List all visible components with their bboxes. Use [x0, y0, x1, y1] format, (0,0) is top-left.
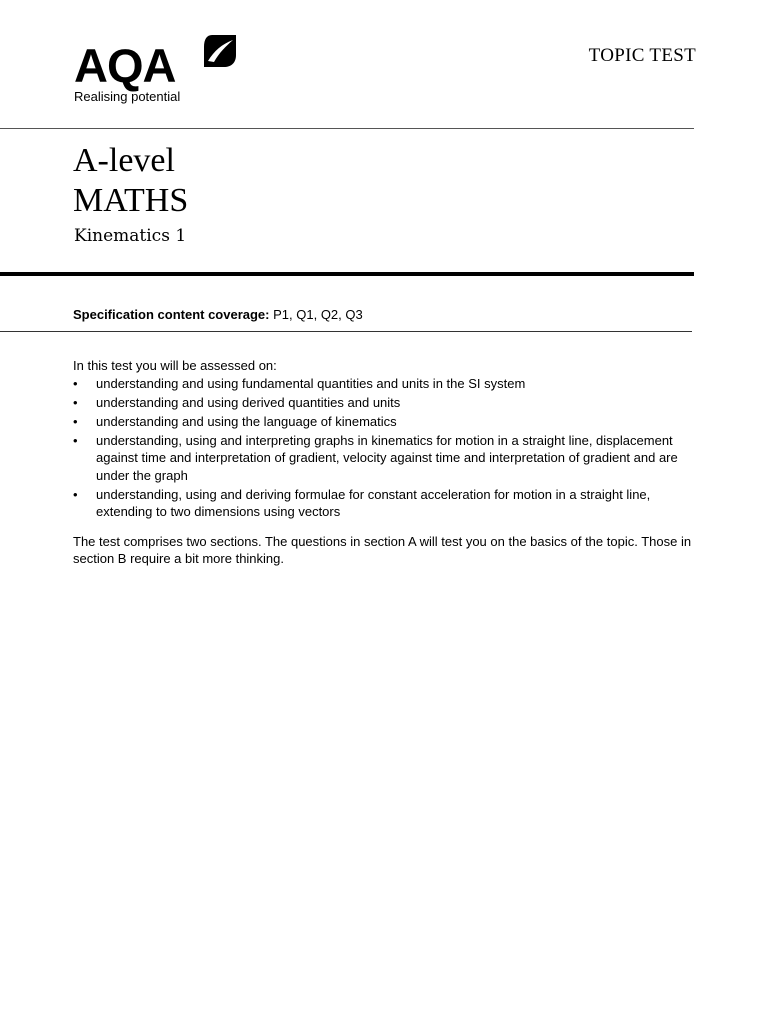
- divider: [0, 331, 692, 332]
- list-item: [73, 432, 698, 485]
- assessment-list: [73, 375, 698, 521]
- list-item: [73, 486, 698, 521]
- coverage-label: Specification content coverage:: [73, 307, 270, 322]
- bullet-icon: •: [73, 394, 78, 410]
- assessment-section: [73, 357, 698, 568]
- aqa-leaf-icon: [202, 33, 238, 69]
- list-item-text: understanding and using the language of kinematics: [96, 413, 397, 429]
- bullet-icon: •: [73, 413, 78, 429]
- list-item: [73, 394, 698, 412]
- list-item-text: understanding, using and interpreting graphs in kinematics for motion in a straight line, displacement against time and interpretation of gradient, velocity against time and interpretation of gradient and are under the graph: [96, 432, 678, 483]
- logo-wordmark: AQA: [74, 39, 176, 92]
- bullet-icon: •: [73, 432, 78, 448]
- list-item: [73, 413, 698, 431]
- thick-divider: [0, 272, 694, 276]
- assessment-intro: In this test you will be assessed on:: [73, 358, 277, 373]
- divider: [0, 128, 694, 129]
- bullet-icon: •: [73, 486, 78, 502]
- topic-title: Kinematics 1: [74, 226, 187, 246]
- aqa-logo: [74, 33, 244, 108]
- closing-paragraph: The test comprises two sections. The questions in section A will test you on the basics of the topic. Those in section B require a bit more thinking.: [73, 533, 692, 566]
- list-item-text: understanding, using and deriving formulae for constant acceleration for motion in a straight line, extending to two dimensions using vectors: [96, 486, 651, 519]
- bullet-icon: •: [73, 375, 78, 391]
- qualification-level: A-level: [73, 142, 175, 179]
- document-type-label: TOPIC TEST: [588, 45, 696, 66]
- logo-tagline: Realising potential: [74, 89, 181, 104]
- specification-coverage: [73, 307, 363, 323]
- list-item-text: understanding and using fundamental quantities and units in the SI system: [96, 375, 526, 391]
- coverage-value: P1, Q1, Q2, Q3: [273, 307, 363, 322]
- subject-title: MATHS: [73, 182, 189, 219]
- list-item: [73, 375, 698, 393]
- list-item-text: understanding and using derived quantities and units: [96, 394, 401, 410]
